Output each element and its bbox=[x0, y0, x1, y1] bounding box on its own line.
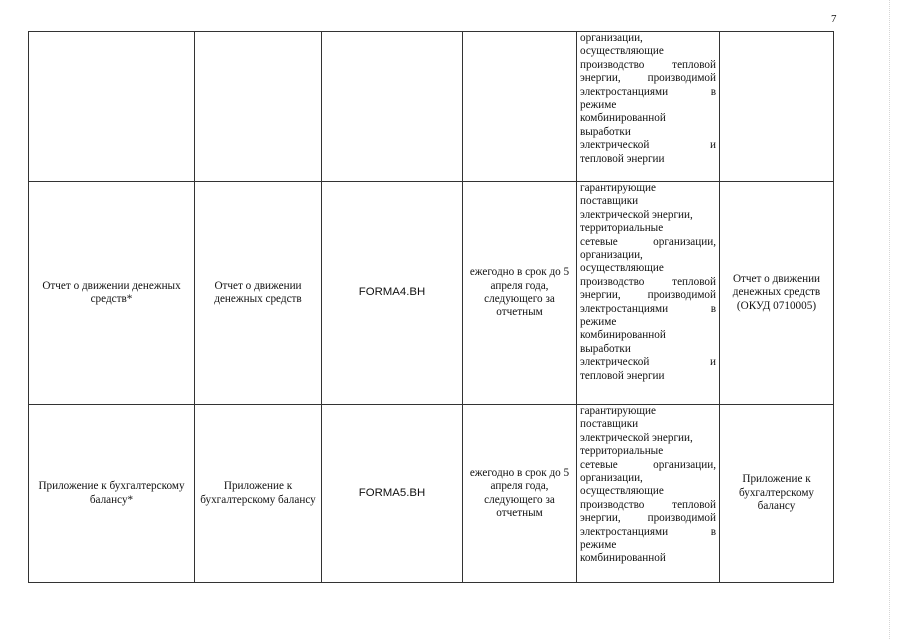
cell-form-title: Отчет о движении денежных средств bbox=[195, 182, 322, 405]
cell-deadline: ежегодно в срок до 5 апреля года, следующего за отчетным bbox=[463, 405, 577, 583]
cell-okud-form: Приложение к бухгалтерскому балансу bbox=[720, 405, 834, 583]
cell-respondents: организации, осуществляющие производство тепловой энергии, производимой электростанциями в режиме комбинированной выработки электрической и тепловой энергии bbox=[577, 32, 720, 182]
cell-deadline: ежегодно в срок до 5 апреля года, следующего за отчетным bbox=[463, 182, 577, 405]
table-row bbox=[29, 405, 834, 583]
cell-form-code bbox=[322, 32, 463, 182]
table-row bbox=[29, 182, 834, 405]
cell-respondents: гарантирующие поставщики электрической энергии, территориальные сетевые организации, организации, осуществляющие производство тепловой энергии, производимой электростанциями в режиме комбинированной bbox=[577, 405, 720, 583]
cell-form-title bbox=[195, 32, 322, 182]
cell-report-name: Отчет о движении денежных средств* bbox=[29, 182, 195, 405]
reporting-forms-table bbox=[28, 31, 834, 583]
cell-form-title: Приложение к бухгалтерскому балансу bbox=[195, 405, 322, 583]
cell-respondents: гарантирующие поставщики электрической энергии, территориальные сетевые организации, организации, осуществляющие производство тепловой энергии, производимой электростанциями в режиме комбинированной выработки электрической и тепловой энергии bbox=[577, 182, 720, 405]
page-edge-divider bbox=[889, 0, 891, 639]
cell-report-name: Приложение к бухгалтерскому балансу* bbox=[29, 405, 195, 583]
cell-form-code: FORMA5.BH bbox=[322, 405, 463, 583]
page-number: 7 bbox=[831, 13, 837, 25]
cell-okud-form: Отчет о движении денежных средств (ОКУД 0710005) bbox=[720, 182, 834, 405]
cell-deadline bbox=[463, 32, 577, 182]
table-row bbox=[29, 32, 834, 182]
cell-report-name bbox=[29, 32, 195, 182]
cell-okud-form bbox=[720, 32, 834, 182]
cell-form-code: FORMA4.BH bbox=[322, 182, 463, 405]
